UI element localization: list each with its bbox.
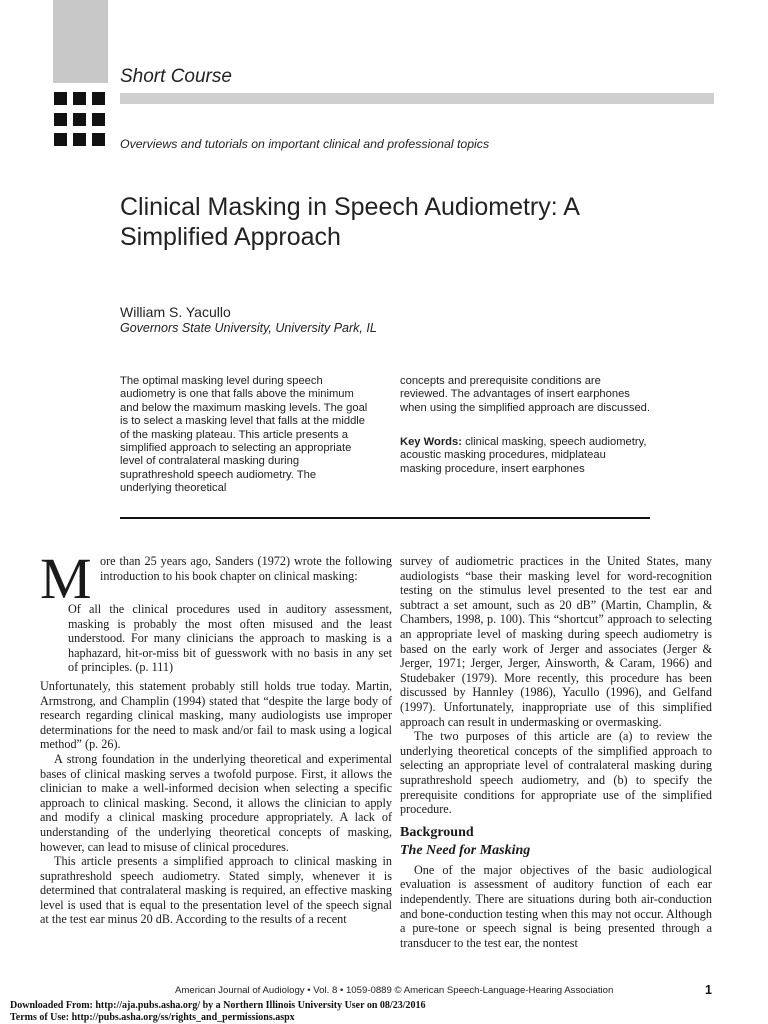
page-number: 1: [705, 983, 712, 997]
body-left-column: [40, 546, 392, 927]
body-paragraph: This article presents a simplified approach to clinical masking in suprathreshold speech audiometry. Stated simply, whenever it is determined that contralateral masking is required, an effective masking level is used that is equal to the presentation level of the speech signal at the test ear minus 20 dB. According to the results of a recent: [40, 854, 392, 927]
body-paragraph: One of the major objectives of the basic audiological evaluation is assessment of auditory function of each ear independently. There are situations during both air-conduction and bone-conduction testing when this may not occur. Although a pure-tone or speech signal is being presented through a transducer to the test ear, the nontest: [400, 862, 712, 950]
subsection-heading: The Need for Masking: [400, 843, 531, 859]
keywords-label: Key Words:: [400, 436, 462, 448]
footer-journal-line: American Journal of Audiology • Vol. 8 • 1059-0889 © American Speech-Language-Hearing Association: [175, 985, 614, 996]
body-paragraph: The two purposes of this article are (a) to review the underlying theoretical concepts of the simplified approach to selecting an appropriate level of contralateral masking during suprathreshold speech audiometry, and (b) to specify the prerequisite conditions for appropriate use of the simplified procedure.: [400, 729, 712, 817]
author-affiliation: Governors State University, University Park, IL: [120, 321, 377, 335]
download-notice: Downloaded From: http://aja.pubs.asha.org/ by a Northern Illinois University User on 08/23/2016: [10, 1000, 426, 1011]
short-course-logo-icon: [54, 92, 110, 148]
abstract-left-column: The optimal masking level during speech audiometry is one that falls above the minimum and below the maximum masking levels. The goal is to select a masking level that falls at the middle of the masking plateau. This article presents a simplified approach to selecting an appropriate level of contralateral masking during suprathreshold speech audiometry. The underlying theoretical: [120, 375, 368, 495]
article-title: Clinical Masking in Speech Audiometry: A Simplified Approach: [120, 193, 579, 251]
keywords: [400, 436, 650, 476]
section-label: Short Course: [120, 66, 232, 87]
body-paragraph: survey of audiometric practices in the United States, many audiologists “base their masking level for word-recognition testing on the stimulus level presented to the test ear and subtract a set amount, such as 20 dB” (Martin, Champlin, & Chambers, 1998, p. 100). This “shortcut” approach to selecting an appropriate level of masking during speech audiometry is based on the early work of Jerger and associates (Jerger & Jerger, 1971; Jerger, Jerger, Ainsworth, & Caram, 1966) and Studebaker (1979). More recently, this procedure has been discussed by Hannley (1986), Yacullo (1996), and Gelfand (1997). Unfortunately, inappropriate use of this simplified approach can result in undermasking or overmasking.: [400, 554, 712, 729]
header-grey-box: [53, 0, 108, 83]
abstract-divider: [120, 517, 650, 519]
terms-of-use-link[interactable]: Terms of Use: http://pubs.asha.org/ss/rights_and_permissions.aspx: [10, 1012, 295, 1023]
section-tagline: Overviews and tutorials on important clinical and professional topics: [120, 137, 490, 151]
keywords-list: clinical masking, speech audiometry, acoustic masking procedures, midplateau masking procedure, insert earphones: [400, 436, 647, 475]
body-paragraph: Unfortunately, this statement probably still holds true today. Martin, Armstrong, and Champlin (1994) stated that “despite the large body of research regarding clinical masking, many audiologists use improper determinations for the need to mask and/or fail to mask using a logical method” (p. 26).: [40, 678, 392, 752]
intro-paragraph: [40, 546, 392, 611]
body-right-column: [400, 554, 712, 950]
author-name: William S. Yacullo: [120, 304, 231, 320]
section-heading: Background: [400, 824, 474, 840]
abstract-right-column: concepts and prerequisite conditions are reviewed. The advantages of insert earphones when using the simplified approach are discussed.: [400, 375, 650, 414]
drop-cap: M: [40, 546, 92, 611]
intro-text: ore than 25 years ago, Sanders (1972) wrote the following introduction to his book chapter on clinical masking:: [100, 554, 392, 583]
header-bar: [120, 93, 714, 104]
block-quote: Of all the clinical procedures used in auditory assessment, masking is probably the most often misused and the least understood. For many clinicians the approach to masking is a haphazard, hit-or-miss bit of guesswork with no basis in any set of principles. (p. 111): [68, 602, 392, 675]
body-paragraph: A strong foundation in the underlying theoretical and experimental bases of clinical masking serves a twofold purpose. First, it allows the clinician to make a well-informed decision when selecting a specific approach to clinical masking. Second, it allows the clinician to apply and modify a clinical masking procedure appropriately. A lack of understanding of the underlying theoretical concepts of masking, however, can lead to misuse of clinical procedures.: [40, 751, 392, 854]
